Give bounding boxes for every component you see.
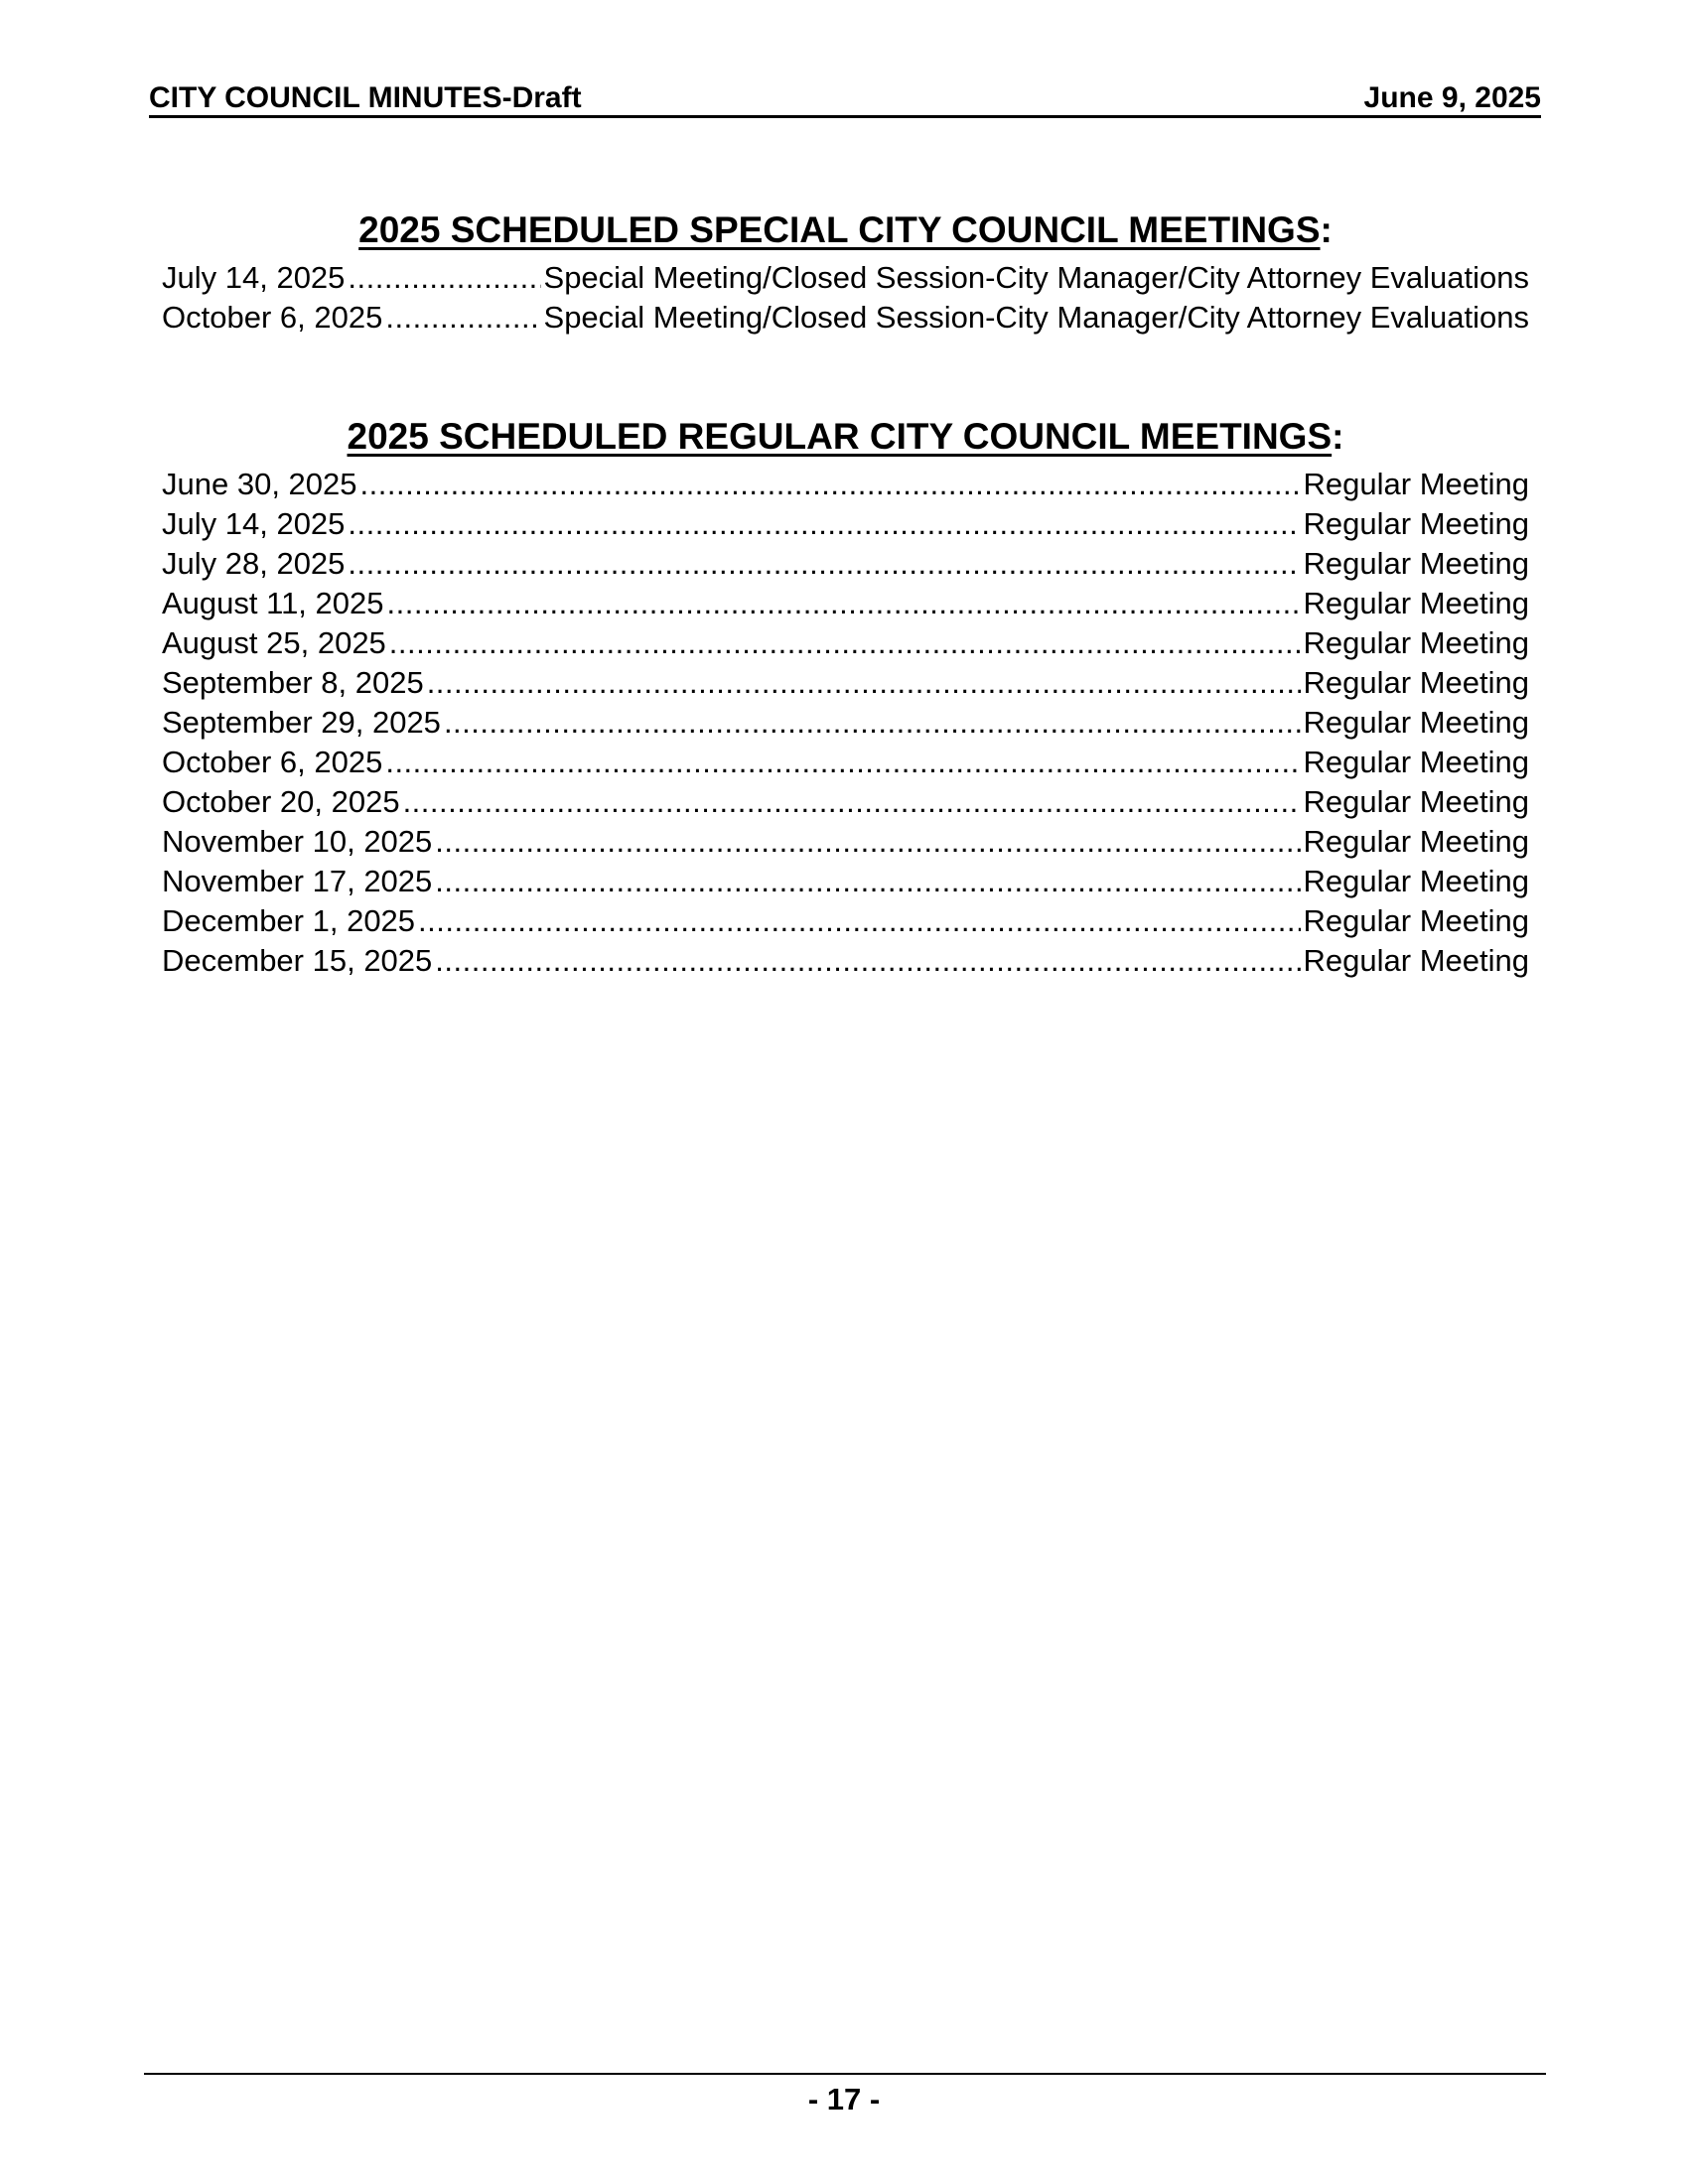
- meeting-date: September 29, 2025: [162, 705, 441, 740]
- regular-meeting-row: [162, 584, 1529, 623]
- regular-meeting-row: [162, 504, 1529, 544]
- regular-meeting-row: [162, 544, 1529, 584]
- meeting-description: Regular Meeting: [1303, 546, 1529, 581]
- dot-leader: [360, 465, 1301, 504]
- dot-leader: [418, 901, 1300, 941]
- meeting-date: November 17, 2025: [162, 864, 433, 898]
- meeting-description: Special Meeting/Closed Session-City Manager/City Attorney Evaluations: [543, 260, 1529, 295]
- special-meeting-row: [162, 258, 1529, 298]
- regular-meeting-row: [162, 782, 1529, 822]
- page-header: [149, 79, 1541, 118]
- meeting-description: Regular Meeting: [1303, 705, 1529, 740]
- meeting-description: Regular Meeting: [1303, 745, 1529, 779]
- meeting-date: October 6, 2025: [162, 745, 383, 779]
- special-meetings-section: [162, 208, 1529, 338]
- special-meetings-heading: [162, 208, 1529, 252]
- special-meetings-heading-text: 2025 SCHEDULED SPECIAL CITY COUNCIL MEETINGS: [358, 209, 1321, 250]
- dot-leader: [444, 703, 1301, 743]
- dot-leader: [387, 584, 1301, 623]
- meeting-date: August 25, 2025: [162, 625, 386, 660]
- document-date: June 9, 2025: [1363, 81, 1541, 114]
- meeting-date: October 20, 2025: [162, 784, 400, 819]
- meeting-date: August 11, 2025: [162, 586, 384, 620]
- regular-meeting-row: [162, 465, 1529, 504]
- meeting-description: Regular Meeting: [1303, 467, 1529, 501]
- meeting-description: Regular Meeting: [1303, 824, 1529, 859]
- dot-leader: [385, 743, 1300, 782]
- regular-meeting-row: [162, 941, 1529, 981]
- regular-meeting-row: [162, 862, 1529, 901]
- dot-leader: [435, 941, 1300, 981]
- regular-meetings-section: [162, 415, 1529, 981]
- regular-meeting-row: [162, 623, 1529, 663]
- meeting-description: Regular Meeting: [1303, 586, 1529, 620]
- regular-meetings-heading-colon: :: [1332, 416, 1344, 457]
- dot-leader: [385, 298, 540, 338]
- meeting-date: July 14, 2025: [162, 260, 346, 295]
- dot-leader: [348, 504, 1300, 544]
- regular-meeting-row: [162, 703, 1529, 743]
- meeting-date: November 10, 2025: [162, 824, 433, 859]
- meeting-date: July 28, 2025: [162, 546, 346, 581]
- meeting-date: October 6, 2025: [162, 300, 383, 335]
- meeting-description: Special Meeting/Closed Session-City Manager/City Attorney Evaluations: [543, 300, 1529, 335]
- special-meetings-heading-colon: :: [1320, 209, 1333, 250]
- meeting-date: December 15, 2025: [162, 943, 433, 978]
- dot-leader: [435, 822, 1300, 862]
- dot-leader: [427, 663, 1301, 703]
- meeting-description: Regular Meeting: [1303, 665, 1529, 700]
- meeting-date: June 30, 2025: [162, 467, 357, 501]
- dot-leader: [348, 544, 1300, 584]
- dot-leader: [435, 862, 1300, 901]
- regular-meeting-row: [162, 822, 1529, 862]
- meeting-description: Regular Meeting: [1303, 903, 1529, 938]
- meeting-description: Regular Meeting: [1303, 784, 1529, 819]
- regular-meetings-heading-text: 2025 SCHEDULED REGULAR CITY COUNCIL MEETINGS: [347, 416, 1333, 457]
- page-number: - 17 -: [807, 2082, 881, 2116]
- meeting-date: December 1, 2025: [162, 903, 416, 938]
- meeting-date: July 14, 2025: [162, 506, 346, 541]
- dot-leader: [348, 258, 540, 298]
- meeting-description: Regular Meeting: [1303, 506, 1529, 541]
- document-title: CITY COUNCIL MINUTES-Draft: [149, 81, 582, 114]
- dot-leader: [389, 623, 1301, 663]
- meeting-description: Regular Meeting: [1303, 864, 1529, 898]
- footer-divider: [144, 2073, 1546, 2075]
- regular-meeting-row: [162, 901, 1529, 941]
- regular-meeting-row: [162, 743, 1529, 782]
- regular-meetings-heading: [162, 415, 1529, 459]
- regular-meeting-row: [162, 663, 1529, 703]
- meeting-description: Regular Meeting: [1303, 943, 1529, 978]
- dot-leader: [403, 782, 1301, 822]
- meeting-description: Regular Meeting: [1303, 625, 1529, 660]
- meeting-date: September 8, 2025: [162, 665, 424, 700]
- special-meeting-row: [162, 298, 1529, 338]
